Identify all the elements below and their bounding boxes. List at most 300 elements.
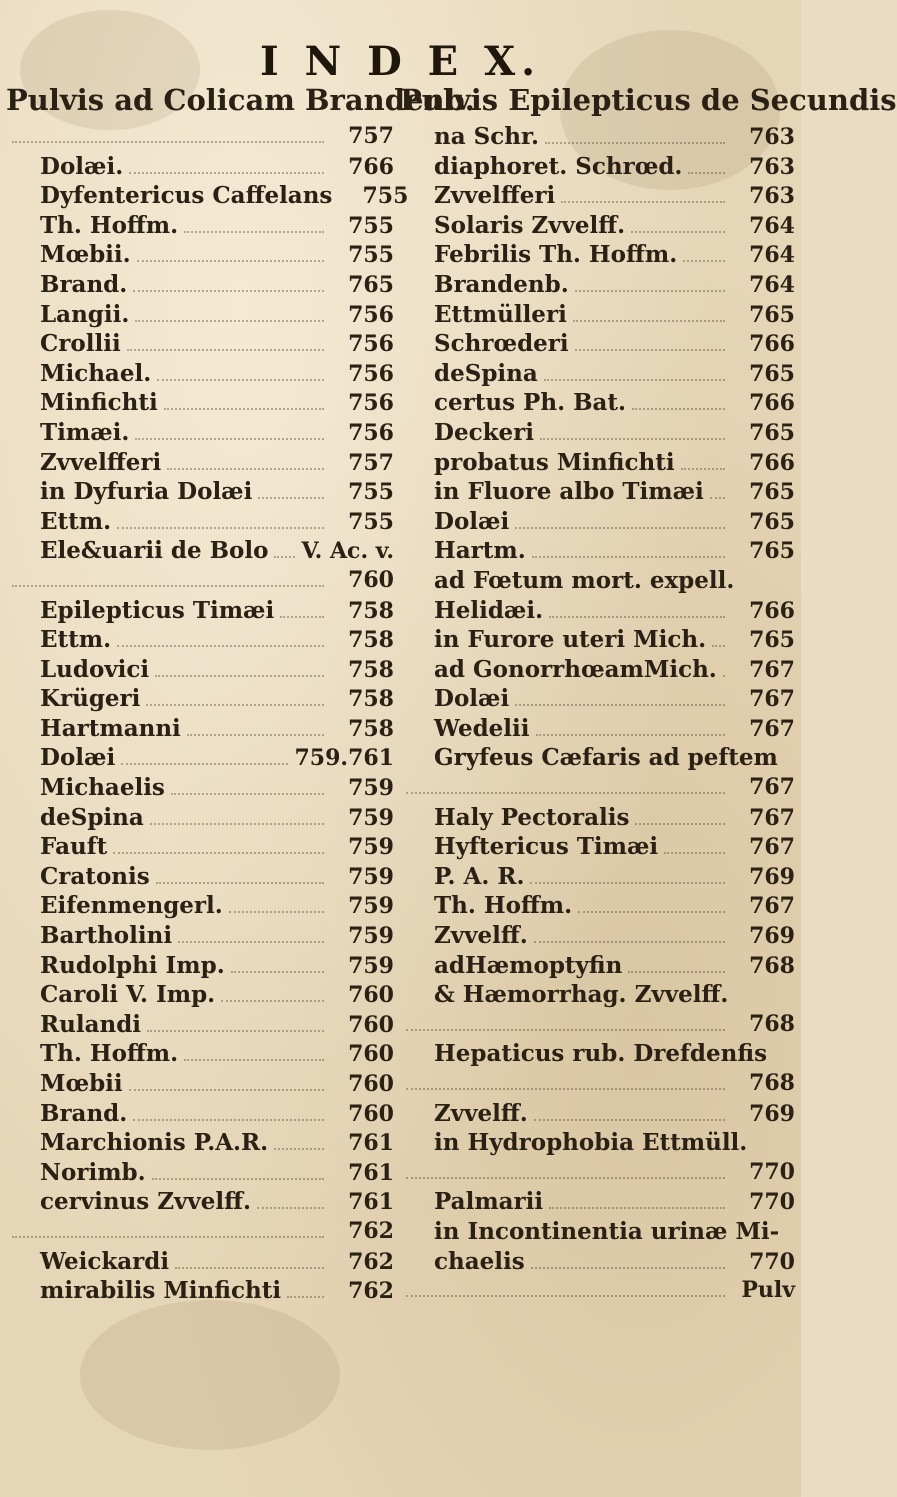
index-term: Epilepticus Timæi: [40, 596, 275, 624]
index-entry: [6, 507, 394, 537]
page-number: 766: [749, 449, 795, 476]
page-number: 765: [749, 479, 795, 506]
leader-dots: [287, 1284, 324, 1298]
page-number: 759: [348, 804, 394, 831]
index-entry: [6, 655, 394, 685]
right-index-list: [400, 122, 795, 1306]
leader-dots: [544, 367, 725, 381]
index-term: certus Ph. Bat.: [434, 389, 627, 417]
index-entry: [6, 891, 394, 921]
index-entry: [6, 388, 394, 418]
leader-dots: [531, 1255, 725, 1269]
index-term: Minfichti: [40, 389, 158, 417]
index-term: Ele&uarii de Bolo: [40, 537, 269, 565]
index-term: Rulandi: [40, 1010, 142, 1038]
index-term: Brandenb.: [434, 270, 569, 298]
index-term: Th. Hoffm.: [40, 1040, 179, 1068]
page-number: 765: [749, 538, 795, 565]
leader-dots: [133, 278, 324, 292]
index-entry: [400, 300, 795, 330]
index-term: Bartholini: [40, 922, 173, 950]
page-number: 764: [749, 271, 795, 298]
leader-dots: [257, 1195, 324, 1209]
leader-dots: [712, 633, 725, 647]
leader-dots: [127, 337, 324, 351]
leader-dots: [635, 811, 725, 825]
index-entry: [6, 536, 394, 566]
leader-dots: [171, 781, 324, 795]
index-entry: [400, 921, 795, 951]
page-number: 760: [348, 566, 394, 593]
page-number: 760: [348, 1041, 394, 1068]
page-number: 761: [348, 1130, 394, 1157]
index-entry: [6, 832, 394, 862]
page-number: 770: [749, 1248, 795, 1275]
index-entry: [400, 477, 795, 507]
index-entry: [400, 1187, 795, 1217]
index-term: Ettmülleri: [434, 300, 567, 328]
index-term: Brand.: [40, 1099, 128, 1127]
index-term: Brand.: [40, 270, 128, 298]
index-term: in Dyfuria Dolæi: [40, 478, 253, 506]
leader-dots: [231, 959, 324, 973]
index-term: Th. Hoffm.: [40, 211, 179, 239]
leader-dots: [164, 396, 324, 410]
index-entry: [400, 1276, 795, 1306]
page-number: 759: [348, 863, 394, 890]
page-number: 766: [749, 331, 795, 358]
index-entry: [6, 1039, 394, 1069]
index-entry: [6, 1217, 394, 1247]
page-number: 762: [348, 1248, 394, 1275]
page-number: 763: [749, 183, 795, 210]
index-entry: [400, 803, 795, 833]
page-number: 759.761: [294, 745, 394, 772]
leader-dots: [121, 751, 288, 765]
leader-dots: [681, 456, 725, 470]
page-number: 767: [749, 804, 795, 831]
page-number: 756: [348, 360, 394, 387]
page-number: 762: [348, 1217, 394, 1244]
index-entry: [6, 625, 394, 655]
index-term: in Incontinentia urinæ Mi-: [434, 1217, 780, 1245]
index-entry: [6, 477, 394, 507]
leader-dots: [561, 189, 725, 203]
page-number: 769: [749, 1100, 795, 1127]
index-entry: [400, 329, 795, 359]
leader-dots: [575, 278, 725, 292]
index-entry: [400, 1247, 795, 1277]
index-entry: [6, 1187, 394, 1217]
page-number: 766: [749, 390, 795, 417]
index-term: & Hæmorrhag. Zvvelff.: [434, 981, 729, 1009]
index-term: Michaelis: [40, 774, 165, 802]
leader-dots: [664, 840, 725, 854]
page-number: 769: [749, 923, 795, 950]
index-entry: [400, 980, 795, 1010]
leader-dots: [540, 426, 725, 440]
index-term: Wedelii: [434, 714, 530, 742]
page-number: 759: [348, 893, 394, 920]
index-entry: [400, 862, 795, 892]
page-number: 758: [348, 715, 394, 742]
page-number: 760: [348, 1071, 394, 1097]
page-number: 765: [749, 508, 795, 535]
index-entry: [6, 921, 394, 951]
index-term: cervinus Zvvelff.: [40, 1188, 252, 1216]
page-number: 756: [348, 390, 394, 417]
page-number: 756: [348, 419, 394, 446]
index-entry: [6, 951, 394, 981]
index-entry: [400, 951, 795, 981]
index-entry: [400, 1158, 795, 1188]
index-entry: [400, 625, 795, 655]
right-column-heading: Pulvis Epilepticus de Secundis: [400, 83, 897, 117]
index-term: Haly Pectoralis: [434, 803, 630, 831]
leader-dots: [135, 308, 324, 322]
index-entry: [6, 270, 394, 300]
index-term: ad GonorrhœamMich.: [434, 655, 717, 683]
index-entry: [400, 1069, 795, 1099]
leader-dots: [157, 367, 324, 381]
index-entry: [400, 270, 795, 300]
index-entry: [6, 181, 409, 211]
index-entry: [6, 684, 394, 714]
index-entry: [6, 211, 394, 241]
index-term: in Fluore albo Timæi: [434, 478, 704, 506]
leader-dots: [573, 308, 725, 322]
index-term: Ludovici: [40, 655, 150, 683]
leader-dots: [406, 780, 725, 794]
index-term: Eifenmengerl.: [40, 892, 223, 920]
leader-dots: [137, 248, 324, 262]
leader-dots: [406, 1076, 725, 1090]
index-entry: [400, 122, 795, 152]
leader-dots: [129, 1077, 324, 1091]
index-entry: [400, 655, 795, 685]
page-number: 767: [749, 686, 795, 713]
page-number: 763: [749, 153, 795, 180]
index-entry: [400, 418, 795, 448]
page-number: 758: [348, 656, 394, 683]
leader-dots: [628, 959, 725, 973]
leader-dots: [274, 544, 295, 558]
index-entry: [400, 1217, 795, 1247]
index-term: Dolæi: [434, 507, 510, 535]
index-term: Mœbii.: [40, 241, 131, 269]
page-number: 767: [749, 715, 795, 742]
index-term: Deckeri: [434, 418, 535, 446]
page-number: 755: [348, 212, 394, 239]
index-entry: [6, 862, 394, 892]
index-term: Gryfeus Cæfaris ad peftem: [434, 744, 778, 772]
leader-dots: [545, 130, 725, 144]
page-header: I N D E X.: [259, 38, 542, 85]
index-entry: [400, 211, 795, 241]
index-entry: [400, 152, 795, 182]
index-entry: [6, 1128, 394, 1158]
index-entry: [6, 743, 394, 773]
index-term: Timæi.: [40, 418, 130, 446]
index-term: Th. Hoffm.: [434, 892, 573, 920]
index-term: Hyftericus Timæi: [434, 833, 659, 861]
index-term: Dyfentericus Caffelans: [40, 182, 333, 210]
index-entry: [6, 1099, 394, 1129]
index-term: Solaris Zvvelff.: [434, 211, 626, 239]
index-entry: [6, 122, 394, 152]
index-term: ad Fœtum mort. expell.: [434, 566, 735, 594]
leader-dots: [229, 899, 324, 913]
page-number: 756: [348, 331, 394, 358]
page-number: 759: [348, 775, 394, 802]
page-number: 767: [749, 893, 795, 920]
index-term: probatus Minfichti: [434, 448, 675, 476]
leader-dots: [146, 692, 324, 706]
index-entry: [400, 743, 795, 773]
index-entry: [6, 329, 394, 359]
leader-dots: [549, 1195, 725, 1209]
page-number: 755: [362, 183, 409, 210]
index-entry: [6, 1069, 394, 1099]
index-entry: [6, 359, 394, 389]
leader-dots: [184, 219, 324, 233]
index-entry: [6, 1276, 394, 1306]
leader-dots: [406, 1283, 725, 1297]
leader-dots: [156, 870, 324, 884]
index-entry: [400, 507, 795, 537]
page-number: 756: [348, 301, 394, 328]
index-term: deSpina: [434, 359, 538, 387]
index-term: Dolæi: [40, 744, 116, 772]
leader-dots: [178, 929, 324, 943]
index-term: Zvvelfferi: [40, 448, 162, 476]
index-entry: [6, 300, 394, 330]
index-entry: [6, 1247, 394, 1277]
leader-dots: [632, 396, 725, 410]
page-number: 767: [749, 656, 795, 683]
page-number: 757: [348, 123, 394, 149]
page-number: Pulv: [741, 1277, 795, 1304]
page-number: 767: [749, 774, 795, 801]
left-column: [6, 78, 475, 1306]
leader-dots: [187, 722, 324, 736]
index-term: Dolæi: [434, 685, 510, 713]
leader-dots: [274, 1136, 324, 1150]
leader-dots: [536, 722, 725, 736]
page-number: 764: [749, 212, 795, 239]
index-term: Caroli V. Imp.: [40, 981, 216, 1009]
index-entry: [6, 418, 394, 448]
index-term: chaelis: [434, 1247, 525, 1275]
leader-dots: [578, 899, 725, 913]
leader-dots: [406, 1017, 725, 1031]
index-entry: [400, 714, 795, 744]
index-term: Rudolphi Imp.: [40, 951, 225, 979]
index-term: Michael.: [40, 359, 152, 387]
left-column-heading: Pulvis ad Colicam Brandenb.: [6, 83, 475, 117]
page-number: 759: [348, 952, 394, 979]
leader-dots: [155, 663, 324, 677]
index-entry: [400, 240, 795, 270]
index-term: Zvvelff.: [434, 922, 528, 950]
index-term: Palmarii: [434, 1188, 544, 1216]
leader-dots: [534, 929, 725, 943]
index-entry: [400, 1099, 795, 1129]
index-entry: [6, 566, 394, 596]
left-index-list: [6, 122, 409, 1306]
leader-dots: [530, 870, 725, 884]
page-number: 757: [348, 449, 394, 476]
leader-dots: [135, 426, 324, 440]
page-number: 755: [348, 242, 394, 269]
leader-dots: [534, 1107, 725, 1121]
page-number: 755: [348, 508, 394, 535]
leader-dots: [515, 692, 725, 706]
page-number: 759: [348, 834, 394, 861]
paper-stain: [80, 1300, 340, 1450]
leader-dots: [723, 663, 725, 677]
leader-dots: [150, 811, 324, 825]
index-term: mirabilis Minfichti: [40, 1277, 282, 1305]
leader-dots: [258, 485, 324, 499]
page-number: 762: [348, 1278, 394, 1305]
leader-dots: [167, 456, 324, 470]
index-entry: [6, 240, 394, 270]
index-term: Weickardi: [40, 1247, 170, 1275]
right-column: [400, 78, 897, 1306]
index-term: Fauft: [40, 833, 108, 861]
leader-dots: [515, 515, 725, 529]
leader-dots: [710, 485, 725, 499]
index-term: deSpina: [40, 803, 144, 831]
leader-dots: [175, 1255, 324, 1269]
index-entry: [6, 714, 394, 744]
index-entry: [400, 1128, 795, 1158]
index-entry: [6, 803, 394, 833]
page-number: 770: [749, 1158, 795, 1185]
index-term: Zvvelfferi: [434, 182, 556, 210]
index-entry: [6, 448, 394, 478]
index-entry: [400, 359, 795, 389]
leader-dots: [184, 1047, 324, 1061]
index-term: Cratonis: [40, 862, 150, 890]
index-term: Norimb.: [40, 1158, 146, 1186]
page-number: 761: [348, 1189, 394, 1216]
page-number: 765: [348, 271, 394, 298]
page-number: 761: [348, 1159, 394, 1186]
index-term: adHæmoptyfin: [434, 951, 623, 979]
page-number: 755: [348, 479, 394, 506]
page-number: 764: [749, 242, 795, 269]
page-number: 766: [749, 597, 795, 624]
index-entry: [400, 596, 795, 626]
index-term: Hartm.: [434, 537, 526, 565]
index-entry: [6, 152, 394, 182]
index-term: Schrœderi: [434, 330, 569, 358]
leader-dots: [549, 604, 725, 618]
page-number: 760: [348, 1100, 394, 1127]
page-number: 765: [749, 301, 795, 328]
index-entry: [400, 448, 795, 478]
leader-dots: [688, 160, 725, 174]
index-term: Langii.: [40, 300, 130, 328]
index-term: Febrilis Th. Hoffm.: [434, 241, 678, 269]
leader-dots: [221, 988, 324, 1002]
leader-dots: [147, 1018, 324, 1032]
leader-dots: [575, 337, 725, 351]
leader-dots: [12, 129, 324, 143]
page-number: 768: [749, 1070, 795, 1096]
page-number: 767: [749, 834, 795, 861]
index-term: Hepaticus rub. Drefdenfis: [434, 1040, 768, 1068]
index-entry: [6, 1158, 394, 1188]
leader-dots: [406, 1165, 725, 1179]
index-term: Krügeri: [40, 685, 141, 713]
index-term: Crollii: [40, 330, 121, 358]
page-number: 758: [348, 627, 394, 654]
index-term: Zvvelff.: [434, 1099, 528, 1127]
index-entry: [400, 891, 795, 921]
page-number: 768: [749, 1010, 795, 1037]
index-entry: [6, 596, 394, 626]
page-number: 763: [749, 124, 795, 150]
index-entry: [400, 536, 795, 566]
page-number: 766: [348, 153, 394, 180]
leader-dots: [117, 515, 324, 529]
page-number: 758: [348, 686, 394, 713]
page-number: 760: [348, 1011, 394, 1038]
leader-dots: [532, 544, 725, 558]
page-number: 769: [749, 863, 795, 890]
index-entry: [400, 388, 795, 418]
leader-dots: [280, 604, 324, 618]
index-term: diaphoret. Schrœd.: [434, 152, 683, 180]
index-term: na Schr.: [434, 123, 539, 150]
index-entry: [400, 566, 795, 596]
index-term: in Furore uteri Mich.: [434, 626, 707, 654]
leader-dots: [12, 573, 324, 587]
index-entry: [400, 773, 795, 803]
page-number: 758: [348, 597, 394, 624]
index-term: Hartmanni: [40, 714, 181, 742]
page-number: 759: [348, 923, 394, 950]
leader-dots: [117, 633, 324, 647]
index-entry: [6, 980, 394, 1010]
index-term: Helidæi.: [434, 596, 544, 624]
page-number: 765: [749, 419, 795, 446]
page-number: 768: [749, 952, 795, 979]
leader-dots: [12, 1224, 324, 1238]
index-entry: [6, 1010, 394, 1040]
index-term: Ettm.: [40, 626, 112, 654]
page-number: 765: [749, 627, 795, 654]
index-entry: [400, 1010, 795, 1040]
index-term: P. A. R.: [434, 862, 525, 890]
leader-dots: [152, 1166, 324, 1180]
index-term: in Hydrophobia Ettmüll.: [434, 1129, 748, 1157]
page-number: 770: [749, 1189, 795, 1216]
leader-dots: [631, 219, 725, 233]
index-term: Mœbii: [40, 1070, 123, 1097]
index-entry: [400, 181, 795, 211]
page-number: 760: [348, 982, 394, 1009]
index-entry: [400, 1039, 795, 1069]
leader-dots: [683, 248, 725, 262]
index-entry: [400, 832, 795, 862]
leader-dots: [113, 840, 324, 854]
page-number: V. Ac. v.: [301, 538, 394, 565]
index-term: Ettm.: [40, 507, 112, 535]
